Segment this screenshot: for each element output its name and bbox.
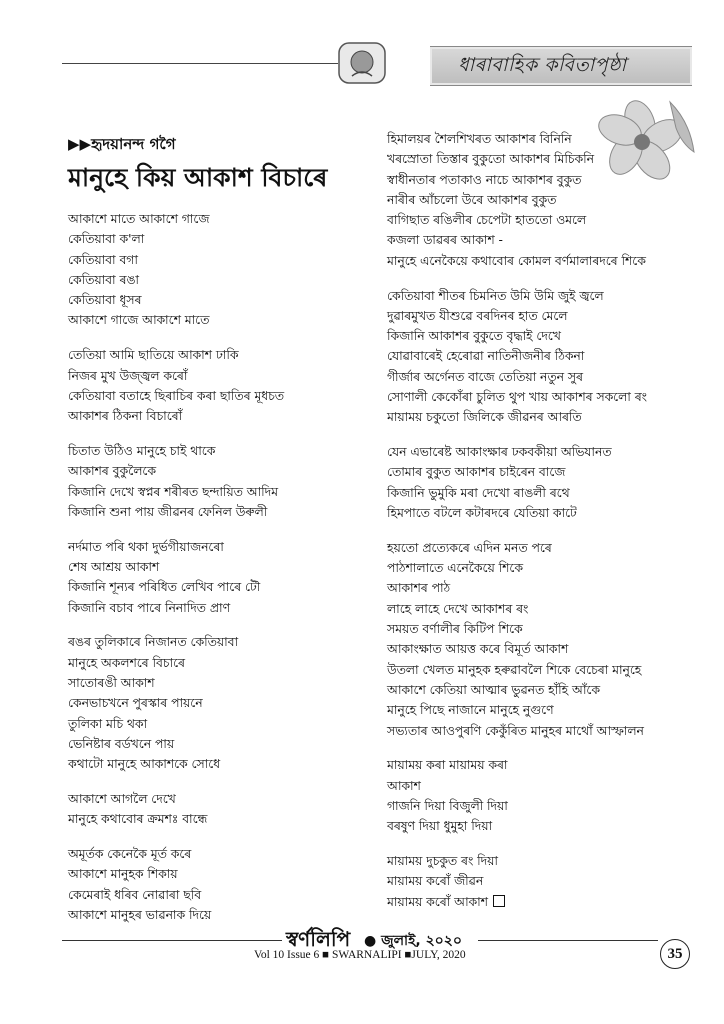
- poem-line: আকাশ: [387, 778, 421, 793]
- poem-line: উতলা খেলত মানুহক হৰুৱাবলৈ শিকে বেচেৰা মানুহে: [387, 662, 642, 677]
- poem-line: কেতিয়াবা শীতৰ চিমনিত উমি উমি জুই জ্বলে: [387, 288, 604, 303]
- poem-line: হয়তো প্ৰত্যেকৰে এদিন মনত পৰে: [387, 540, 552, 555]
- poem-line: আকাশে গাজে আকাশে মাতে: [68, 313, 210, 328]
- stanza: [387, 129, 647, 271]
- footer-rule: [62, 940, 282, 941]
- poem-line: মায়াময় কৰা মায়াময় কৰা: [387, 758, 508, 773]
- poem-line: লাহে লাহে দেখে আকাশৰ ৰং: [387, 601, 529, 616]
- poem-line: চিতাত উঠিও মানুহে চাই থাকে: [68, 443, 216, 458]
- magazine-logo-icon: [338, 42, 386, 84]
- poem-line: খৰস্ৰোতা তিস্তাৰ বুকুতো আকাশৰ মিচিকনি: [387, 152, 594, 167]
- poem-line: তুলিকা মচি থকা: [68, 716, 148, 731]
- stanza: [68, 789, 284, 830]
- poem-line: গীৰ্জাৰ অৰ্গেনত বাজে তেতিয়া নতুন সুৰ: [387, 369, 583, 384]
- stanza: [68, 209, 284, 331]
- stanza: [68, 441, 284, 522]
- poem-line: ভেনিষ্টাৰ বৰ্ডখনে পায়: [68, 736, 175, 751]
- poem-line: কজলা ডাৱৰৰ আকাশ -: [387, 233, 503, 248]
- poem-line: কথাটো মানুহে আকাশকে সোধে: [68, 757, 221, 772]
- poem-line: মায়াময় কৰোঁ আকাশ: [387, 894, 488, 909]
- poem-line: গাজনি দিয়া বিজুলী দিয়া: [387, 798, 508, 813]
- poem-line: সাতোৰঙী আকাশ: [68, 675, 155, 690]
- stanza: [68, 844, 284, 925]
- poem-line: হিমালয়ৰ শৈলশিখৰত আকাশৰ বিনিনি: [387, 132, 572, 146]
- stanza: [387, 755, 647, 836]
- poem-line: যোৱাবাৰেই হেৰোৱা নাতিনীজনীৰ ঠিকনা: [387, 349, 585, 364]
- poem-line: তেতিয়া আমি ছাতিয়ে আকাশ ঢাকি: [68, 348, 239, 363]
- poem-line: শেষ আশ্ৰয় আকাশ: [68, 559, 160, 574]
- page-number: 35: [660, 939, 690, 969]
- poem-line: অমূৰ্তক কেনেকৈ মূৰ্ত কৰে: [68, 847, 192, 862]
- poem-line: কেতিয়াবা বতাহে ছিৰাচিৰ কৰা ছাতিৰ মূধচত: [68, 388, 285, 403]
- poem-line: কেতিয়াবা বগা: [68, 252, 138, 267]
- poem-line: পাঠশালাতে এনেকৈয়ে শিকে: [387, 561, 523, 576]
- poem-line: মানুহে অকলশৰে বিচাৰে: [68, 655, 185, 670]
- poem-line: আকাশে মাতে আকাশে গাজে: [68, 212, 210, 226]
- stanza: [387, 851, 647, 912]
- poem-left-column: [68, 209, 284, 940]
- poem-right-column: [387, 129, 647, 926]
- poem-line: নৰ্দমাত পৰি থকা দুৰ্ভগীয়াজনৰো: [68, 539, 224, 554]
- poem-line: সোণালী কেকোঁৰা চুলিত থুপ খায় আকাশৰ সকলো ৰং: [387, 390, 647, 405]
- poem-line: সভ্যতাৰ আওপুৰণি কেকুঁৰিত মানুহৰ মাথোঁ আস্ফালন: [387, 723, 644, 738]
- poem-line: আকাশে মানুহক শিকায়: [68, 867, 178, 882]
- volume-line: Vol 10 Issue 6 ■ SWARNALIPI ■JULY, 2020: [254, 949, 466, 961]
- stanza: [387, 286, 647, 428]
- poem-title: মানুহে কিয় আকাশ বিচাৰে: [68, 163, 328, 192]
- poem-line: কেনভাচখনে পুৰস্কাৰ পায়নে: [68, 696, 203, 711]
- section-title: ধাৰাবাহিক কবিতাপৃষ্ঠা: [458, 54, 627, 76]
- poem-line: মানুহে এনেকৈয়ে কথাবোৰ কোমল বৰ্ণমালাৰদৰে শিকে: [387, 253, 646, 268]
- poem-line: আকাংক্ষাত আয়ত্ত কৰে বিমূৰ্ত আকাশ: [387, 642, 569, 657]
- poem-line: সময়ত বৰ্ণালীৰ কিটিপ শিকে: [387, 622, 523, 637]
- author-byline: ▶▶হৃদয়ানন্দ গগৈ: [68, 135, 176, 153]
- issue-date: ● জুলাই, ২০২০: [364, 933, 462, 949]
- poem-line: কিজানি শুনা পায় জীৱনৰ ফেনিল উৰুলী: [68, 504, 268, 519]
- poem-line: কিজানি দেখে স্বপ্নৰ শৰীৰত ছন্দায়িত আদিম: [68, 484, 278, 499]
- footer-rule: [478, 940, 658, 941]
- poem-line: কিজানি ভুমুকি মৰা দেখো ৰাঙলী ৰথে: [387, 485, 570, 500]
- poem-last-line: [387, 892, 647, 912]
- stanza: [387, 442, 647, 523]
- end-mark-icon: [493, 895, 505, 907]
- poem-line: আকাশে কেতিয়া আত্মাৰ ভুৱনত হাঁহি আঁকে: [387, 682, 600, 697]
- poem-line: মানুহে কথাবোৰ ক্ৰমশঃ বান্ধে: [68, 812, 208, 827]
- poem-line: যেন এভাৰেষ্ট আকাংক্ষাৰ ঢকবকীয়া অভিযানত: [387, 445, 612, 460]
- stanza: [68, 632, 284, 774]
- poem-line: মায়াময় কৰোঁ জীৱন: [387, 874, 484, 889]
- poem-line: কিজানি আকাশৰ বুকুতে বৃদ্ধাই দেখে: [387, 329, 561, 344]
- poem-line: নিজৰ মুখ উজ্জ্বল কৰোঁ: [68, 368, 188, 383]
- magazine-brand: স্বৰ্ণলিপি: [286, 927, 351, 951]
- poem-line: কেমেৰাই ধৰিব নোৱাৰা ছবি: [68, 887, 202, 902]
- poem-line: আকাশৰ পাঠ: [387, 581, 451, 596]
- stanza: [68, 537, 284, 618]
- poem-line: আকাশৰ ঠিকনা বিচাৰোঁ: [68, 409, 183, 424]
- poem-line: কিজানি শূন্যৰ পৰিধিত লেখিব পাৰে টৌ: [68, 580, 261, 595]
- poem-line: কেতিয়াবা ৰঙা: [68, 272, 139, 287]
- poem-line: বাগিছাত ৰঙিলীৰ চেপেটা হাততো ওমলে: [387, 213, 587, 228]
- poem-line: আকাশে মানুহৰ ভাৱনাক দিয়ে: [68, 907, 212, 922]
- poem-line: মায়াময় চকুতো জিলিকে জীৱনৰ আৰতি: [387, 410, 582, 425]
- header-rule: [62, 63, 338, 64]
- poem-line: কেতিয়াবা ক'লা: [68, 232, 145, 247]
- poem-line: স্বাধীনতাৰ পতাকাও নাচে আকাশৰ বুকুত: [387, 172, 582, 187]
- poem-line: আকাশে আগলৈ দেখে: [68, 791, 176, 806]
- poem-line: আকাশৰ বুকুলৈকে: [68, 464, 156, 479]
- poem-line: দুৱাৰমুখত যীশুৱে বৰদিনৰ হাত মেলে: [387, 308, 568, 323]
- poem-line: মায়াময় দুচকুত ৰং দিয়া: [387, 854, 498, 868]
- poem-line: কিজানি বচাব পাৰে নিনাদিত প্ৰাণ: [68, 600, 230, 615]
- poem-line: বৰষুণ দিয়া ধুমুহা দিয়া: [387, 819, 493, 834]
- poem-line: নাৰীৰ আঁচলো উৰে আকাশৰ বুকুত: [387, 192, 557, 207]
- poem-line: ৰঙৰ তুলিকাৰে নিজানত কেতিয়াবা: [68, 635, 239, 650]
- stanza: [387, 538, 647, 741]
- poem-line: হিমপাতে বটলে কটাৰদৰে যেতিয়া কাটে: [387, 506, 577, 521]
- stanza: [68, 345, 284, 426]
- poem-line: কেতিয়াবা ধূসৰ: [68, 293, 142, 308]
- poem-line: মানুহে পিছে নাজানে মানুহে নুগুণে: [387, 703, 554, 718]
- poem-line: তোমাৰ বুকুত আকাশৰ চাইৰেন বাজে: [387, 465, 566, 480]
